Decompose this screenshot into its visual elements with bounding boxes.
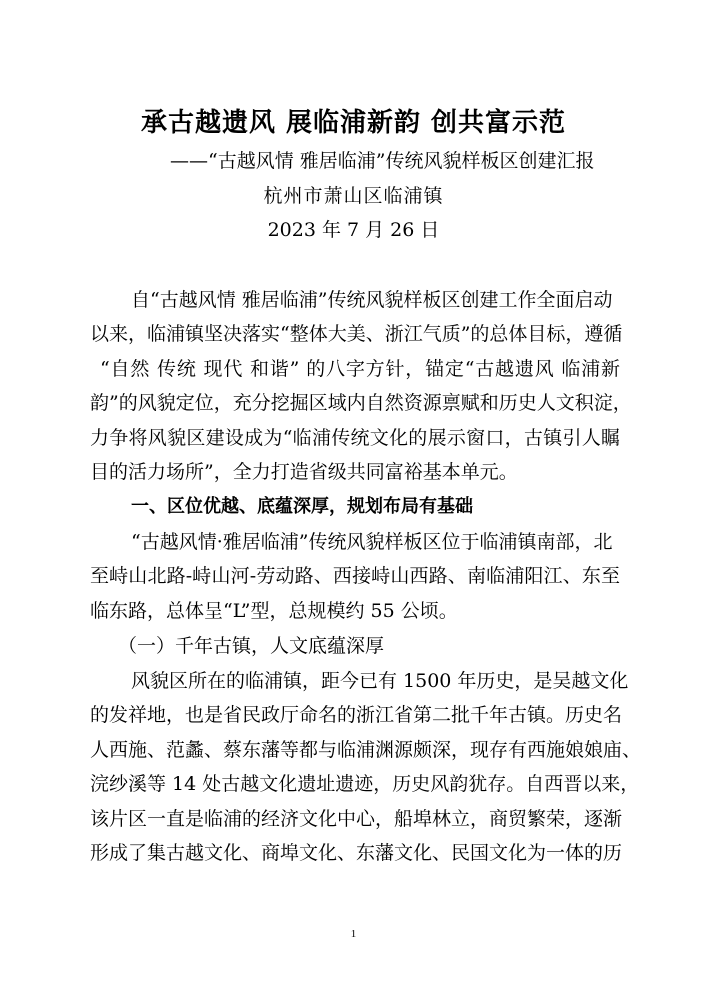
body-line: 该片区一直是临浦的经济文化中心，船埠林立，商贸繁荣，逐渐 <box>90 808 623 830</box>
body-line: 的发祥地，也是省民政厅命名的浙江省第二批千年古镇。历史名 <box>90 704 623 726</box>
body-line: 韵”的风貌定位，充分挖掘区域内自然资源禀赋和历史人文积淀， <box>90 392 632 414</box>
body-line: 自“古越风情 雅居临浦”传统风貌样板区创建工作全面启动 <box>131 289 613 311</box>
report-date: 2023 年 7 月 26 日 <box>267 219 440 241</box>
body-line: 风貌区所在的临浦镇，距今已有 1500 年历史，是吴越文化 <box>131 670 629 692</box>
body-line: 至峙山北路-峙山河-劳动路、西接峙山西路、南临浦阳江、东至 <box>90 565 620 587</box>
body-line: 形成了集古越文化、商埠文化、东藩文化、民国文化为一体的历 <box>90 842 623 864</box>
body-line: 以来，临浦镇坚决落实“整体大美、浙江气质”的总体目标，遵循 <box>90 323 623 345</box>
body-line: 目的活力场所”，全力打造省级共同富裕基本单元。 <box>90 461 518 483</box>
organization-name: 杭州市萧山区临浦镇 <box>263 185 444 207</box>
body-line: 人西施、范蠡、蔡东藩等都与临浦渊源颇深，现存有西施娘娘庙、 <box>90 739 642 761</box>
page-number: 1 <box>350 928 357 940</box>
body-line: 浣纱溪等 14 处古越文化遗址遗迹，历史风韵犹存。自西晋以来， <box>90 773 640 795</box>
page-title: 承古越遗风 展临浦新韵 创共富示范 <box>140 108 567 138</box>
body-line: 临东路，总体呈“L”型，总规模约 55 公顷。 <box>90 600 458 622</box>
body-line: 力争将风貌区建设成为“临浦传统文化的展示窗口，古镇引人瞩 <box>90 427 620 449</box>
body-line: “古越风情·雅居临浦”传统风貌样板区位于临浦镇南部，北 <box>131 531 613 553</box>
body-line: “自然 传统 现代 和谐” 的八字方针，锚定“古越遗风 临浦新 <box>100 358 620 380</box>
section-heading: 一、区位优越、底蕴深厚，规划布局有基础 <box>131 496 473 517</box>
subsection-heading: （一）千年古镇，人文底蕴深厚 <box>118 635 385 657</box>
page-subtitle: ——“古越风情 雅居临浦”传统风貌样板区创建汇报 <box>170 150 595 172</box>
